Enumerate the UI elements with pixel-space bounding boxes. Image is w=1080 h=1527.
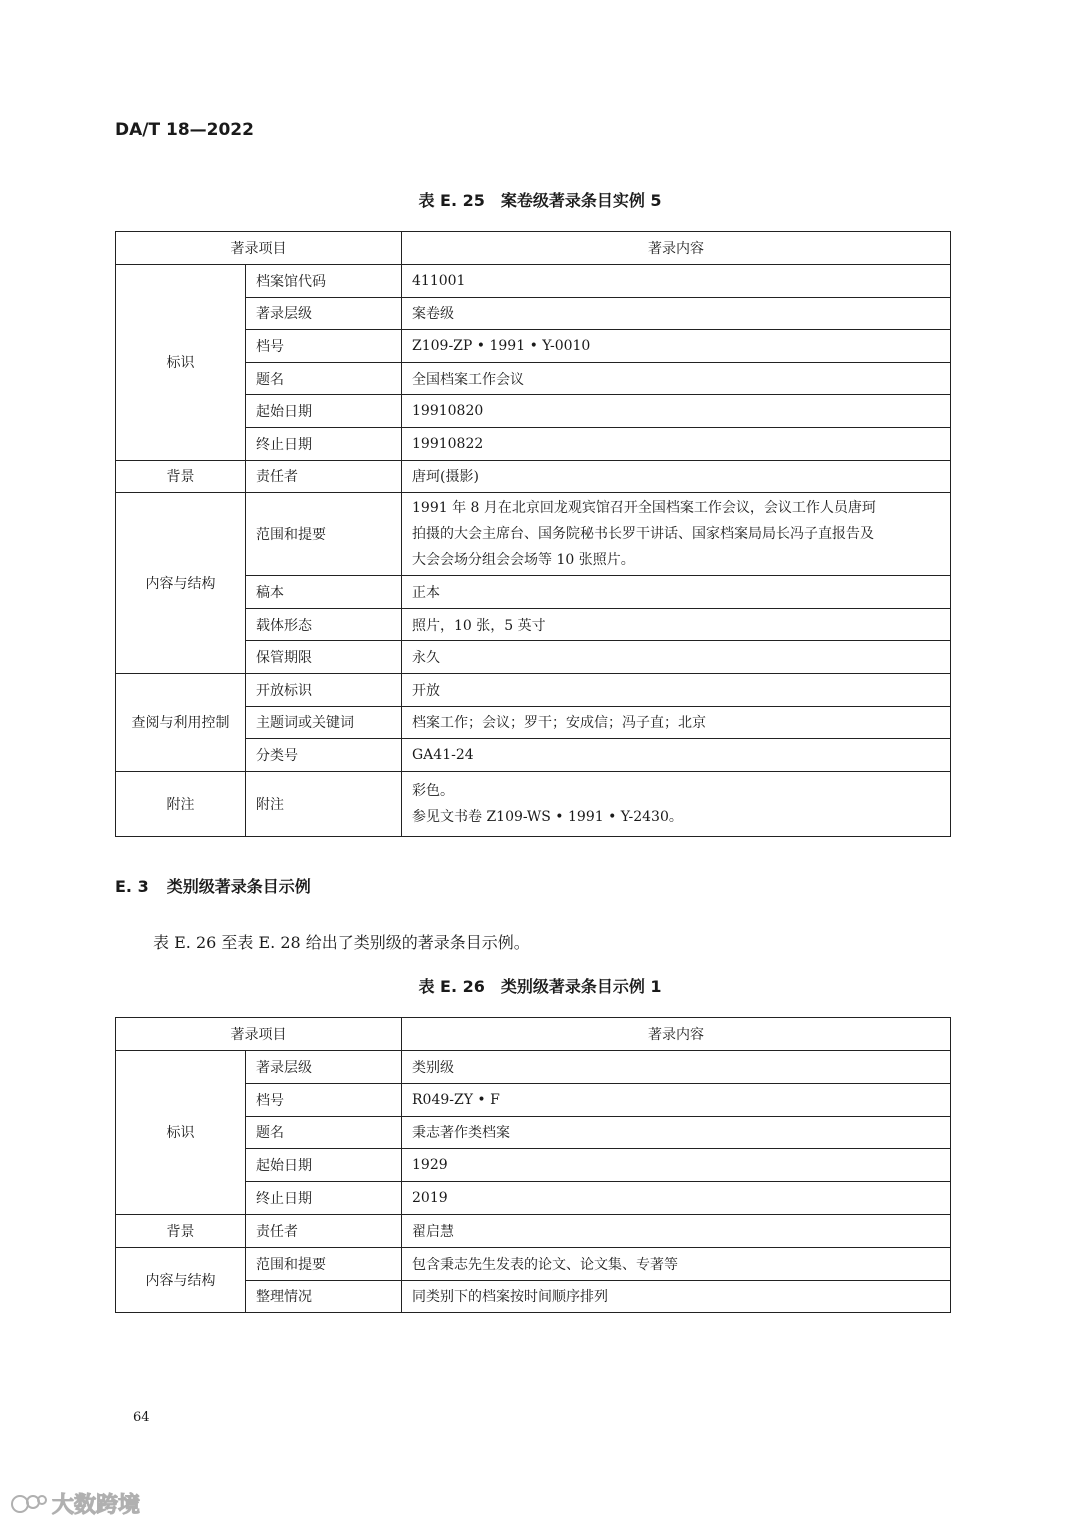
item-label: 起始日期 bbox=[246, 1149, 402, 1182]
content-line: 411001 bbox=[412, 272, 466, 289]
content-line: 1929 bbox=[412, 1157, 448, 1174]
item-content bbox=[402, 608, 951, 641]
item-content bbox=[402, 330, 951, 363]
catalog-table-e26 bbox=[115, 1017, 951, 1313]
item-content bbox=[402, 1182, 951, 1215]
group-label: 附注 bbox=[116, 771, 246, 836]
item-label: 著录层级 bbox=[246, 297, 402, 330]
content-line: 1991 年 8 月在北京回龙观宾馆召开全国档案工作会议，会议工作人员唐珂 bbox=[412, 500, 876, 517]
content-line: Z109-ZP • 1991 • Y-0010 bbox=[412, 337, 591, 354]
item-label: 题名 bbox=[246, 1116, 402, 1149]
item-content bbox=[402, 576, 951, 609]
item-content bbox=[402, 362, 951, 395]
item-content bbox=[402, 1214, 951, 1247]
column-header: 著录项目 bbox=[116, 232, 402, 265]
item-content bbox=[402, 771, 951, 836]
table-row bbox=[116, 460, 951, 493]
content-line: 翟启慧 bbox=[412, 1223, 454, 1240]
watermark-logo-icon bbox=[10, 1491, 48, 1517]
item-label: 分类号 bbox=[246, 739, 402, 772]
column-header: 著录项目 bbox=[116, 1018, 402, 1051]
item-label: 终止日期 bbox=[246, 1182, 402, 1215]
group-label: 查阅与利用控制 bbox=[116, 673, 246, 771]
group-label: 标识 bbox=[116, 1051, 246, 1215]
table-row bbox=[116, 1247, 951, 1280]
column-header: 著录内容 bbox=[402, 232, 951, 265]
table-header-row bbox=[116, 1018, 951, 1051]
item-label: 责任者 bbox=[246, 1214, 402, 1247]
item-content bbox=[402, 739, 951, 772]
section-number: E. 3 bbox=[115, 877, 149, 896]
group-label: 背景 bbox=[116, 460, 246, 493]
item-label: 档号 bbox=[246, 330, 402, 363]
column-header: 著录内容 bbox=[402, 1018, 951, 1051]
item-content bbox=[402, 297, 951, 330]
content-line: 照片，10 张，5 英寸 bbox=[412, 617, 546, 634]
item-content bbox=[402, 427, 951, 460]
page-number: 64 bbox=[133, 1410, 150, 1425]
item-label: 整理情况 bbox=[246, 1280, 402, 1313]
content-line: 大会会场分组会会场等 10 张照片。 bbox=[412, 552, 635, 569]
item-label: 范围和提要 bbox=[246, 1247, 402, 1280]
item-label: 附注 bbox=[246, 771, 402, 836]
watermark-text: 大数跨境 bbox=[52, 1493, 141, 1518]
content-line: 案卷级 bbox=[412, 306, 454, 323]
table-row bbox=[116, 1051, 951, 1084]
table-row bbox=[116, 673, 951, 706]
table-row bbox=[116, 493, 951, 576]
item-label: 范围和提要 bbox=[246, 493, 402, 576]
item-content bbox=[402, 493, 951, 576]
item-label: 档案馆代码 bbox=[246, 265, 402, 298]
content-line: 类别级 bbox=[412, 1059, 454, 1076]
table-header-row bbox=[116, 232, 951, 265]
item-content bbox=[402, 460, 951, 493]
item-label: 档号 bbox=[246, 1083, 402, 1116]
item-content bbox=[402, 673, 951, 706]
item-label: 主题词或关键词 bbox=[246, 706, 402, 739]
item-content bbox=[402, 1051, 951, 1084]
watermark bbox=[10, 1488, 140, 1519]
item-content bbox=[402, 395, 951, 428]
section-heading bbox=[115, 874, 311, 897]
table-caption-e26: 表 E. 26 类别级著录条目示例 1 bbox=[418, 977, 662, 996]
item-content bbox=[402, 1149, 951, 1182]
item-content bbox=[402, 1280, 951, 1313]
item-label: 责任者 bbox=[246, 460, 402, 493]
item-content bbox=[402, 641, 951, 674]
item-content bbox=[402, 1247, 951, 1280]
group-label: 背景 bbox=[116, 1214, 246, 1247]
content-line: 2019 bbox=[412, 1190, 448, 1207]
group-label: 标识 bbox=[116, 265, 246, 461]
content-line: 正本 bbox=[412, 584, 440, 601]
item-label: 题名 bbox=[246, 362, 402, 395]
item-label: 开放标识 bbox=[246, 673, 402, 706]
content-line: 同类别下的档案按时间顺序排列 bbox=[412, 1289, 608, 1306]
item-label: 终止日期 bbox=[246, 427, 402, 460]
content-line: 永久 bbox=[412, 650, 440, 667]
item-label: 著录层级 bbox=[246, 1051, 402, 1084]
item-label: 起始日期 bbox=[246, 395, 402, 428]
item-label: 保管期限 bbox=[246, 641, 402, 674]
intro-paragraph: 表 E. 26 至表 E. 28 给出了类别级的著录条目示例。 bbox=[153, 933, 530, 952]
item-label: 载体形态 bbox=[246, 608, 402, 641]
table-row bbox=[116, 1214, 951, 1247]
item-content bbox=[402, 265, 951, 298]
standard-code: DA/T 18—2022 bbox=[115, 120, 254, 140]
table-row bbox=[116, 771, 951, 836]
content-line: 参见文书卷 Z109-WS • 1991 • Y-2430。 bbox=[412, 808, 683, 825]
content-line: 全国档案工作会议 bbox=[412, 371, 524, 388]
content-line: 开放 bbox=[412, 682, 440, 699]
content-line: R049-ZY • F bbox=[412, 1091, 500, 1108]
item-content bbox=[402, 706, 951, 739]
content-line: 19910822 bbox=[412, 435, 484, 452]
item-content bbox=[402, 1116, 951, 1149]
content-line: 唐珂(摄影) bbox=[412, 469, 479, 486]
content-line: 拍摄的大会主席台、国务院秘书长罗干讲话、国家档案局局长冯子直报告及 bbox=[412, 526, 874, 543]
group-label: 内容与结构 bbox=[116, 1247, 246, 1313]
item-label: 稿本 bbox=[246, 576, 402, 609]
content-line: GA41-24 bbox=[412, 746, 474, 763]
group-label: 内容与结构 bbox=[116, 493, 246, 674]
content-line: 19910820 bbox=[412, 403, 484, 420]
table-row bbox=[116, 265, 951, 298]
item-content bbox=[402, 1083, 951, 1116]
catalog-table-e25 bbox=[115, 231, 951, 837]
table-caption-e25: 表 E. 25 案卷级著录条目实例 5 bbox=[418, 191, 662, 210]
content-line: 包含秉志先生发表的论文、论文集、专著等 bbox=[412, 1256, 678, 1273]
content-line: 档案工作；会议；罗干；安成信；冯子直；北京 bbox=[412, 715, 706, 732]
content-line: 彩色。 bbox=[412, 782, 454, 799]
section-title: 类别级著录条目示例 bbox=[166, 877, 311, 896]
content-line: 秉志著作类档案 bbox=[412, 1125, 510, 1142]
